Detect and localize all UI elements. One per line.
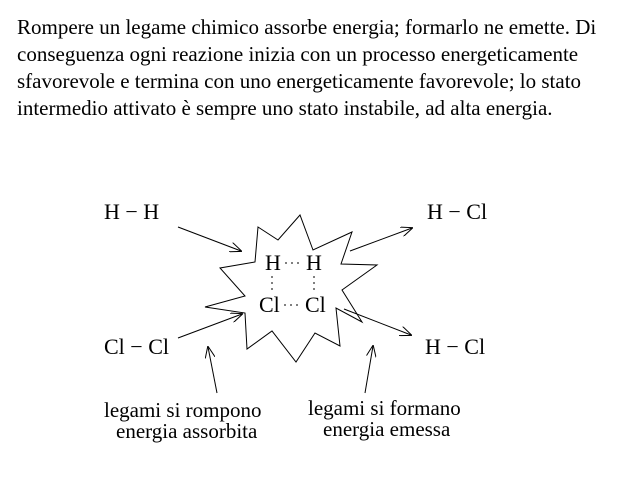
arrow-complex-to-hcl-bottom <box>344 309 411 335</box>
arrow-caption-right <box>365 346 373 393</box>
reactant-cl2: Cl − Cl <box>104 334 169 359</box>
intermediate-cl-right: Cl <box>305 292 326 317</box>
arrow-cl2-to-complex <box>178 314 242 338</box>
arrow-complex-to-hcl-top <box>350 228 412 251</box>
product-hcl-top: H − Cl <box>427 199 488 224</box>
arrow-caption-left <box>208 347 217 393</box>
caption-energy-emitted: energia emessa <box>323 417 451 441</box>
intermediate-h-left: H <box>265 250 281 275</box>
activated-complex-star <box>205 215 377 362</box>
reactant-h2: H − H <box>104 199 160 224</box>
caption-energy-absorbed: energia assorbita <box>116 419 258 443</box>
caption-bonds-break: legami si rompono <box>104 398 262 422</box>
product-hcl-bottom: H − Cl <box>425 334 486 359</box>
intermediate-cl-left: Cl <box>259 292 280 317</box>
intermediate-h-right: H <box>306 250 322 275</box>
caption-bonds-form: legami si formano <box>308 396 461 420</box>
arrow-h2-to-complex <box>178 227 241 251</box>
intro-paragraph: Rompere un legame chimico assorbe energia; formarlo ne emette. Di conseguenza ogni reazione inizia con un processo energeticamente sfavorevole e termina con uno energeticamente favorevole; lo stato intermedio attivato è sempre uno stato instabile, ad alta energia. <box>17 15 597 120</box>
